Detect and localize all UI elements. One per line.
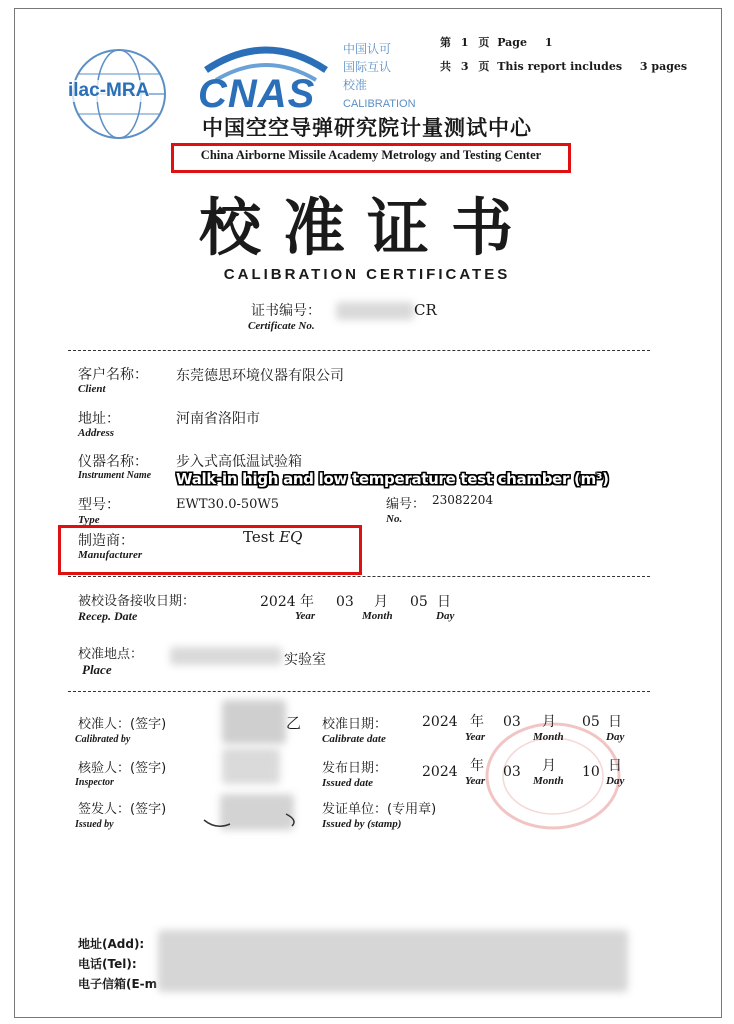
recep-year-zh: 年 [300,594,314,610]
org-name-en: China Airborne Missile Academy Metrology and Testing Center [200,148,542,162]
inspector-label-en: Inspector [75,777,114,788]
title-zh: 校准证书 [198,191,535,264]
calibrate-month: 03 [503,714,521,730]
recep-month: 03 [336,594,354,610]
recep-day: 05 [410,594,428,610]
type-value: EWT30.0-50W5 [176,497,280,512]
recep-month-zh: 月 [374,594,388,610]
calibrate-day: 05 [582,714,600,730]
calibrate-year-zh: 年 [470,714,484,730]
issued-month-zh: 月 [542,758,556,774]
inspector-label: 核验人：(签字) [78,761,167,776]
page-line2-num: 3 [460,60,469,73]
cert-no-label-en: Certificate No. [248,320,315,332]
footer-tel-label: 电话(Tel): [78,957,137,971]
page-line-1 [440,34,552,50]
issuing-unit-label: 发证单位：(专用章) [322,802,437,817]
issued-month: 03 [503,764,521,780]
issued-date-label: 发布日期： [322,761,388,776]
place-label-en: Place [82,662,112,677]
recep-label-en: Recep. Date [78,609,138,623]
place-label: 校准地点： [78,647,144,662]
cnas-logo-text: CNAS [198,72,316,116]
client-label-en: Client [78,383,106,395]
divider-3 [68,691,650,692]
calibrate-date-label: 校准日期： [322,717,388,732]
calibrated-label: 校准人：(签字) [78,717,167,732]
page-line1-en: Page [497,36,527,49]
page-line2-zh-a: 共 [440,60,451,73]
manufacturer-value-b: EQ [279,528,303,546]
issued-year-zh: 年 [470,758,484,774]
footer-contact-redacted [158,930,628,992]
manufacturer-label-en: Manufacturer [78,549,143,561]
page-line2-val: 3 pages [639,60,688,73]
address-label: 地址： [78,411,120,427]
page-line2-en: This report includes [497,60,623,73]
address-value: 河南省洛阳市 [176,411,260,427]
footer-email-label: 电子信箱(E-m [78,977,158,991]
number-label: 编号： [386,497,426,512]
manufacturer-value-a: Test [243,528,275,546]
calibrate-year-en: Year [465,731,486,743]
issued-year-en: Year [465,775,486,787]
org-name-zh: 中国空空导弹研究院计量测试中心 [202,116,532,140]
recep-month-en: Month [362,610,393,622]
address-label-en: Address [78,427,115,439]
divider-1 [68,350,650,351]
issued-date-label-en: Issued date [322,777,374,789]
calibrate-month-en: Month [533,731,564,743]
cert-no-label: 证书编号： [251,303,321,319]
cnas-side-text-en: CALIBRATION [343,98,416,110]
calibrate-month-zh: 月 [542,714,556,730]
place-redacted [170,647,282,665]
calibrated-signature-redacted [222,700,286,744]
page-line1-val: 1 [544,36,553,49]
page-line1-num: 1 [460,36,469,49]
instrument-value-en: Walk-in high and low temperature test chamber (m³) [176,470,609,488]
cert-no-redacted [336,302,414,320]
ilac-logo-text: ilac-MRA [68,80,150,101]
divider-2 [68,576,650,577]
number-label-en: No. [386,513,403,525]
page-line-2 [440,58,687,74]
issued-day-zh: 日 [608,758,622,774]
inspector-signature-redacted [222,748,280,784]
instrument-value-zh: 步入式高低温试验箱 [176,454,302,470]
client-value: 东莞德思环境仪器有限公司 [176,368,344,384]
number-value: 23082204 [432,493,494,507]
recep-day-en: Day [436,610,455,622]
calibrate-year: 2024 [422,714,458,730]
page-line2-zh-b: 页 [478,60,490,73]
recep-label: 被校设备接收日期： [78,594,196,609]
issuing-unit-label-en: Issued by (stamp) [322,818,402,830]
issued-year: 2024 [422,764,458,780]
instrument-label: 仪器名称： [78,454,148,470]
cert-no-suffix: CR [414,301,437,319]
manufacturer-value [243,528,302,546]
manufacturer-label: 制造商： [78,533,134,549]
signature-stroke-icon [196,804,306,834]
client-label: 客户名称： [78,367,148,383]
issued-label: 签发人：(签字) [78,802,167,817]
footer-add-label: 地址(Add): [78,937,145,951]
calibrate-day-zh: 日 [608,714,622,730]
recep-year: 2024 [260,594,296,610]
calibrate-day-en: Day [606,731,625,743]
instrument-label-en: Instrument Name [78,470,152,481]
issued-day: 10 [582,764,600,780]
title-en: CALIBRATION CERTIFICATES [223,266,511,283]
page-line1-zh-a: 第 [440,36,451,49]
cnas-side-text-1: 中国认可 [343,42,392,56]
type-label: 型号： [78,497,120,513]
type-label-en: Type [78,514,100,526]
cnas-side-text-3: 校准 [343,78,368,92]
calibrated-label-en: Calibrated by [75,734,131,745]
page-line1-zh-b: 页 [478,36,490,49]
calibrate-date-label-en: Calibrate date [322,733,386,745]
issued-month-en: Month [533,775,564,787]
calibrated-signature-tail: 乙 [286,714,302,732]
place-value-suffix: 实验室 [284,652,326,668]
recep-year-en: Year [295,610,316,622]
issued-label-en: Issued by [75,819,114,830]
cnas-side-text-2: 国际互认 [343,60,392,74]
issued-day-en: Day [606,775,625,787]
recep-day-zh: 日 [437,594,451,610]
